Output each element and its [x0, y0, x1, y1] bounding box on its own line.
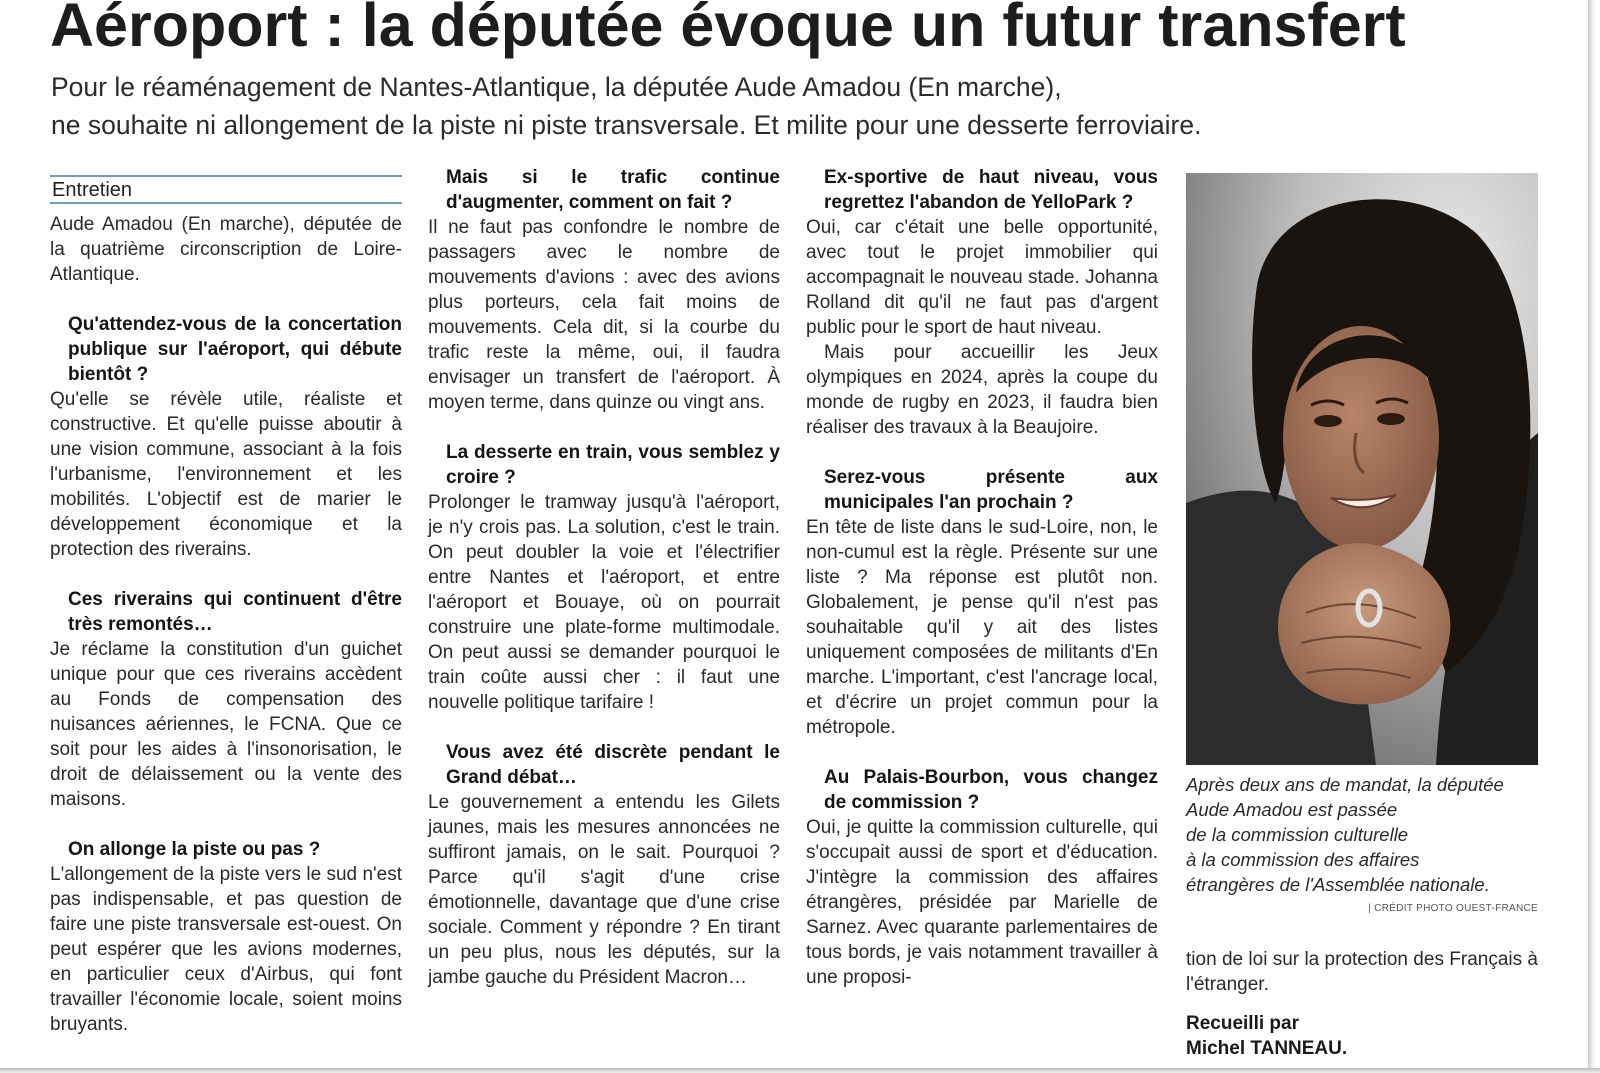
caption-line: Aude Amadou est passée: [1186, 799, 1398, 820]
answer: Qu'elle se révèle utile, réaliste et constructive. Et qu'elle puisse aboutir à une vision commune, associant à la fois l'urbanisme, l'environnement et les mobilités. L'objectif est de marier le développement économique et la protection des riverains.: [50, 389, 402, 560]
standfirst: [51, 68, 1451, 144]
page-edge-shadow: [1588, 0, 1596, 1073]
answer: Prolonger le tramway jusqu'à l'aéroport, je n'y crois pas. La solution, c'est le train. On peut doubler la voie et l'électrifier entre Nantes et l'aéroport, et entre l'aéroport et Bouaye, où on pourrait construire une plate-forme multimodale. On peut aussi se demander pourquoi le train coûte aussi cher : il faut une nouvelle politique tarifaire !: [428, 492, 780, 713]
answer: Oui, car c'était une belle opportunité, avec tout le projet immobilier qui accompagnait le nouveau stade. Johanna Rolland dit qu'il ne faut pas d'argent public pour le sport de haut niveau.: [806, 217, 1158, 338]
answer: Le gouvernement a entendu les Gilets jaunes, mais les mesures annoncées ne suffiront jamais, on le sait. Pourquoi ? Parce qu'il s'agit d'une crise émotionnelle, davantage que d'une crise sociale. Comment y répondre ? En tirant un peu plus, nous les députés, sur la jambe gauche du Président Macron…: [428, 792, 780, 988]
question: Ex-sportive de haut niveau, vous regrettez l'abandon de YelloPark ?: [824, 167, 1158, 213]
caption-line: Après deux ans de mandat, la députée: [1186, 774, 1504, 795]
answer: Il ne faut pas confondre le nombre de passagers avec le nombre de mouvements d'avions : avec des avions plus porteurs, cela fait moins de mouvements. Cela dit, si la courbe du trafic reste la même, oui, il faudra envisager un transfert de l'aéroport. À moyen terme, dans quinze ou vingt ans.: [428, 217, 780, 413]
intro-paragraph: Aude Amadou (En marche), députée de la quatrième circonscription de Loire-Atlantique.: [50, 214, 402, 285]
standfirst-line: ne souhaite ni allongement de la piste ni piste transversale. Et milite pour une desserte ferroviaire.: [51, 110, 1202, 140]
portrait-photo: [1186, 173, 1538, 765]
question: On allonge la piste ou pas ?: [68, 839, 321, 860]
caption-line: étrangères de l'Assemblée nationale.: [1186, 874, 1490, 895]
article-column-4: [1186, 947, 1538, 1061]
photo-caption: [1186, 772, 1538, 897]
answer: Mais pour accueillir les Jeux olympiques en 2024, après la coupe du monde de rugby en 2023, il faudra bien réaliser des travaux à la Beaujoire.: [806, 342, 1158, 438]
question: Serez-vous présente aux municipales l'an prochain ?: [824, 467, 1158, 513]
question: Mais si le trafic continue d'augmenter, comment on fait ?: [446, 167, 780, 213]
author-name: Michel TANNEAU.: [1186, 1038, 1348, 1059]
answer: Je réclame la constitution d'un guichet unique pour que ces riverains accèdent au Fonds de compensation des nuisances aériennes, le FCNA. Que ce soit pour les aides à l'insonorisation, le droit de délaissement ou la vente des maisons.: [50, 639, 402, 810]
article-column-3: [806, 165, 1158, 990]
photo-credit: | CRÉDIT PHOTO OUEST-FRANCE: [1368, 903, 1538, 914]
answer-continuation: tion de loi sur la protection des Français à l'étranger.: [1186, 949, 1538, 995]
caption-line: à la commission des affaires: [1186, 849, 1420, 870]
answer: En tête de liste dans le sud-Loire, non, le non-cumul est la règle. Présente sur une liste ? Ma réponse est plutôt non. Globalement, je pense qu'il n'est pas souhaitable qu'il y ait des listes uniquement composées de militants d'En marche. L'important, c'est l'ancrage local, et d'écrire un projet commun pour la métropole.: [806, 517, 1158, 738]
rubric-label: Entretien: [50, 175, 402, 204]
question: Vous avez été discrète pendant le Grand débat…: [446, 742, 780, 788]
article-column-2: [428, 165, 780, 990]
page-bottom-shadow: [0, 1068, 1600, 1073]
article-column-1: [50, 165, 402, 1037]
standfirst-line: Pour le réaménagement de Nantes-Atlantique, la députée Aude Amadou (En marche),: [51, 72, 1062, 102]
question: Au Palais-Bourbon, vous changez de commission ?: [824, 767, 1158, 813]
signature-line: Recueilli par: [1186, 1013, 1299, 1034]
answer: L'allongement de la piste vers le sud n'est pas indispensable, et pas question de faire une piste transversale est-ouest. On peut espérer que les avions modernes, en particulier ceux d'Airbus, qui font travailler l'économie locale, soient moins bruyants.: [50, 864, 402, 1035]
caption-line: de la commission culturelle: [1186, 824, 1409, 845]
answer: Oui, je quitte la commission culturelle, qui s'occupait aussi de sport et d'éducation. J'intègre la commission des affaires étrangères, présidée par Marielle de Sarnez. Avec quarante parlementaires de tous bords, je vais notamment travailler à une proposi-: [806, 817, 1158, 988]
portrait-illustration: [1186, 173, 1538, 765]
question: Ces riverains qui continuent d'être très remontés…: [68, 589, 402, 635]
question: Qu'attendez-vous de la concertation publique sur l'aéroport, qui débute bientôt ?: [68, 314, 402, 385]
headline: Aéroport : la députée évoque un futur transfert: [50, 0, 1406, 59]
question: La desserte en train, vous semblez y croire ?: [446, 442, 780, 488]
